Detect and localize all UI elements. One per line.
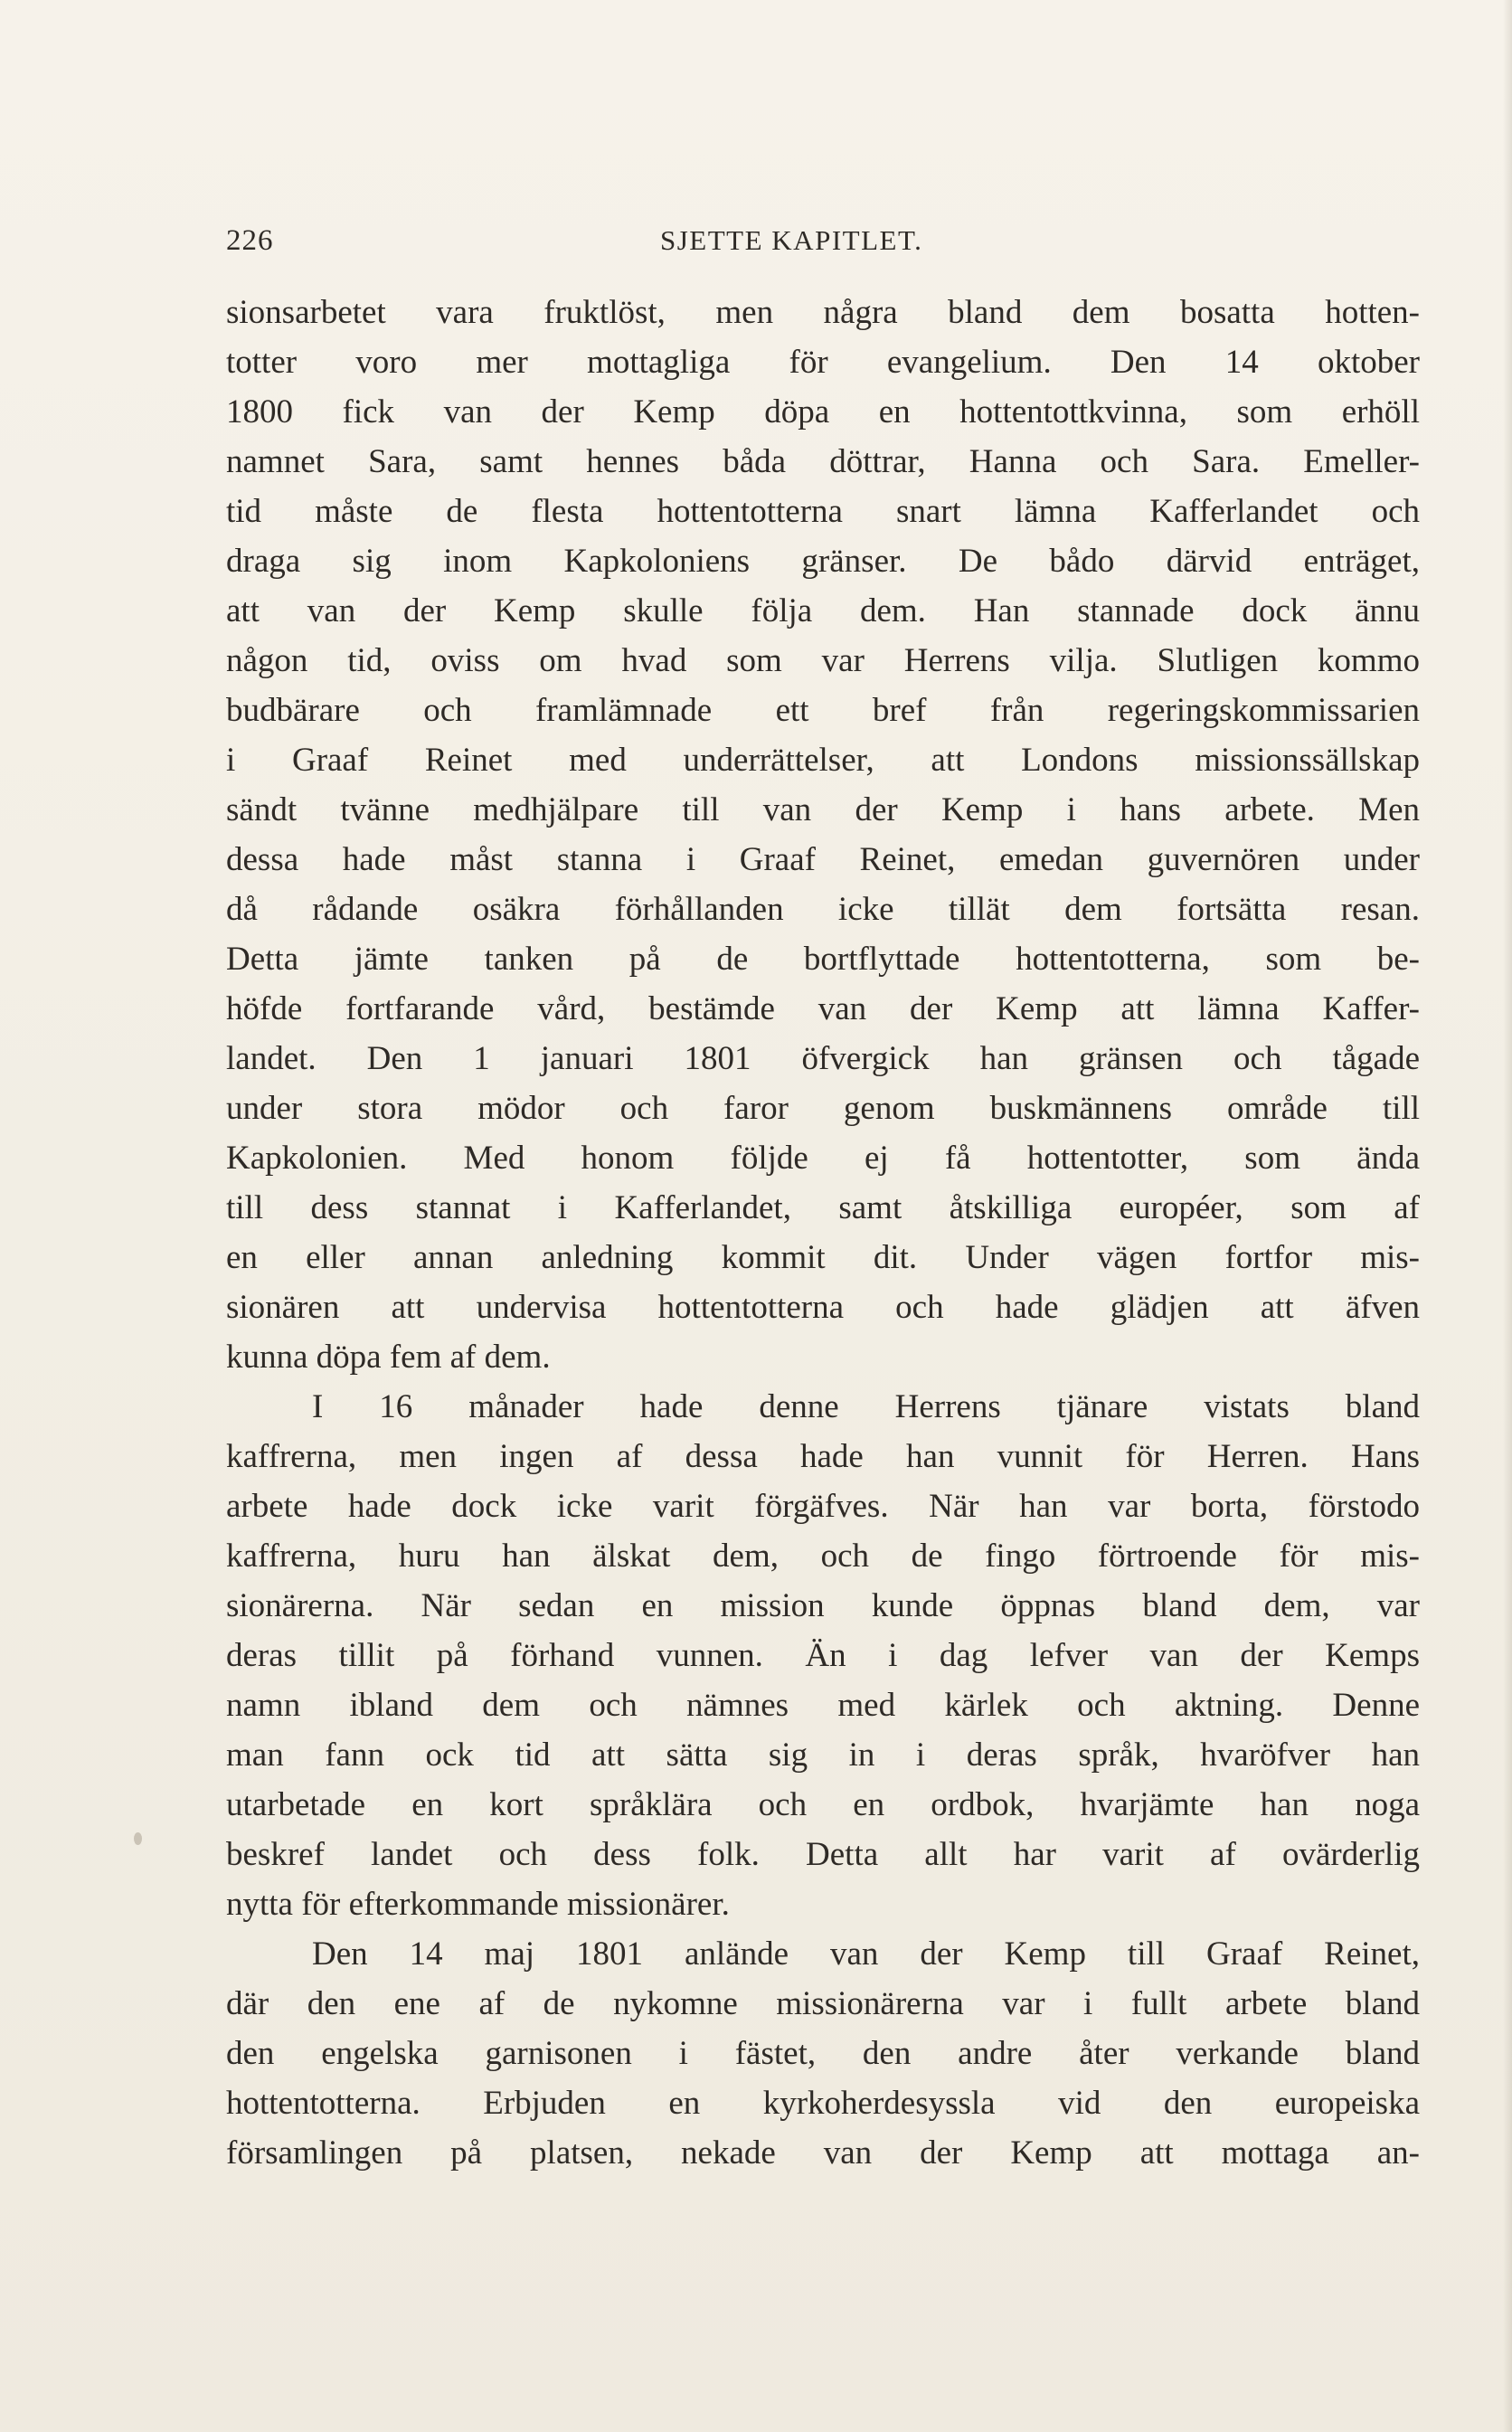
- text-line: arbete hade dock icke varit förgäfves. När han var borta, förstodo: [226, 1488, 1420, 1525]
- page-number: 226: [226, 224, 274, 257]
- text-line: tid måste de flesta hottentotterna snart lämna Kafferlandet och: [226, 493, 1420, 530]
- text-line: höfde fortfarande vård, bestämde van der Kemp att lämna Kaffer-: [226, 990, 1420, 1027]
- text-line: draga sig inom Kapkoloniens gränser. De bådo därvid enträget,: [226, 543, 1420, 580]
- text-line: Detta jämte tanken på de bortflyttade hottentotterna, som be-: [226, 941, 1420, 978]
- paragraph-start-line: Den 14 maj 1801 anlände van der Kemp till Graaf Reinet,: [312, 1935, 1420, 1973]
- text-line: dessa hade måst stanna i Graaf Reinet, emedan guvernören under: [226, 841, 1420, 878]
- text-line: sionärerna. När sedan en mission kunde öppnas bland dem, var: [226, 1587, 1420, 1624]
- text-line: beskref landet och dess folk. Detta allt har varit af ovärderlig: [226, 1836, 1420, 1873]
- text-line: utarbetade en kort språklära och en ordbok, hvarjämte han noga: [226, 1786, 1420, 1823]
- paragraph-end-line: nytta för efterkommande missionärer.: [226, 1886, 730, 1923]
- running-title: SJETTE KAPITLET.: [660, 224, 923, 256]
- text-line: namnet Sara, samt hennes båda döttrar, Hanna och Sara. Emeller-: [226, 443, 1420, 480]
- text-line: då rådande osäkra förhållanden icke tillät dem fortsätta resan.: [226, 891, 1420, 928]
- text-line: till dess stannat i Kafferlandet, samt åtskilliga européer, som af: [226, 1189, 1420, 1226]
- text-line: någon tid, oviss om hvad som var Herrens vilja. Slutligen kommo: [226, 642, 1420, 679]
- paragraph-end-line: kunna döpa fem af dem.: [226, 1339, 551, 1376]
- text-line: den engelska garnisonen i fästet, den andre åter verkande bland: [226, 2035, 1420, 2072]
- text-line: kaffrerna, men ingen af dessa hade han vunnit för Herren. Hans: [226, 1438, 1420, 1475]
- text-line: budbärare och framlämnade ett bref från regeringskommissarien: [226, 692, 1420, 729]
- text-line: att van der Kemp skulle följa dem. Han stannade dock ännu: [226, 592, 1420, 629]
- text-line: deras tillit på förhand vunnen. Än i dag lefver van der Kemps: [226, 1637, 1420, 1674]
- text-line: Kapkolonien. Med honom följde ej få hottentotter, som ända: [226, 1140, 1420, 1177]
- text-line: sionsarbetet vara fruktlöst, men några bland dem bosatta hotten-: [226, 294, 1420, 331]
- text-line: namn ibland dem och nämnes med kärlek och aktning. Denne: [226, 1687, 1420, 1724]
- text-line: en eller annan anledning kommit dit. Under vägen fortfor mis-: [226, 1239, 1420, 1276]
- page-header: [226, 224, 1420, 260]
- paper-speck: [134, 1832, 142, 1845]
- text-line: 1800 fick van der Kemp döpa en hottentottkvinna, som erhöll: [226, 393, 1420, 431]
- text-line: sändt tvänne medhjälpare till van der Kemp i hans arbete. Men: [226, 791, 1420, 828]
- text-line: under stora mödor och faror genom buskmännens område till: [226, 1090, 1420, 1127]
- text-line: församlingen på platsen, nekade van der Kemp att mottaga an-: [226, 2134, 1420, 2172]
- text-line: sionären att undervisa hottentotterna och hade glädjen att äfven: [226, 1289, 1420, 1326]
- text-line: totter voro mer mottagliga för evangelium. Den 14 oktober: [226, 344, 1420, 381]
- text-line: man fann ock tid att sätta sig in i deras språk, hvaröfver han: [226, 1736, 1420, 1774]
- text-line: där den ene af de nykomne missionärerna var i fullt arbete bland: [226, 1985, 1420, 2022]
- text-line: hottentotterna. Erbjuden en kyrkoherdesyssla vid den europeiska: [226, 2085, 1420, 2122]
- body-text: [226, 288, 1420, 2178]
- paragraph-start-line: I 16 månader hade denne Herrens tjänare vistats bland: [312, 1388, 1420, 1425]
- text-line: i Graaf Reinet med underrättelser, att Londons missionssällskap: [226, 742, 1420, 779]
- text-line: landet. Den 1 januari 1801 öfvergick han gränsen och tågade: [226, 1040, 1420, 1077]
- text-line: kaffrerna, huru han älskat dem, och de fingo förtroende för mis-: [226, 1538, 1420, 1575]
- page-edge-shadow: [1503, 0, 1512, 2432]
